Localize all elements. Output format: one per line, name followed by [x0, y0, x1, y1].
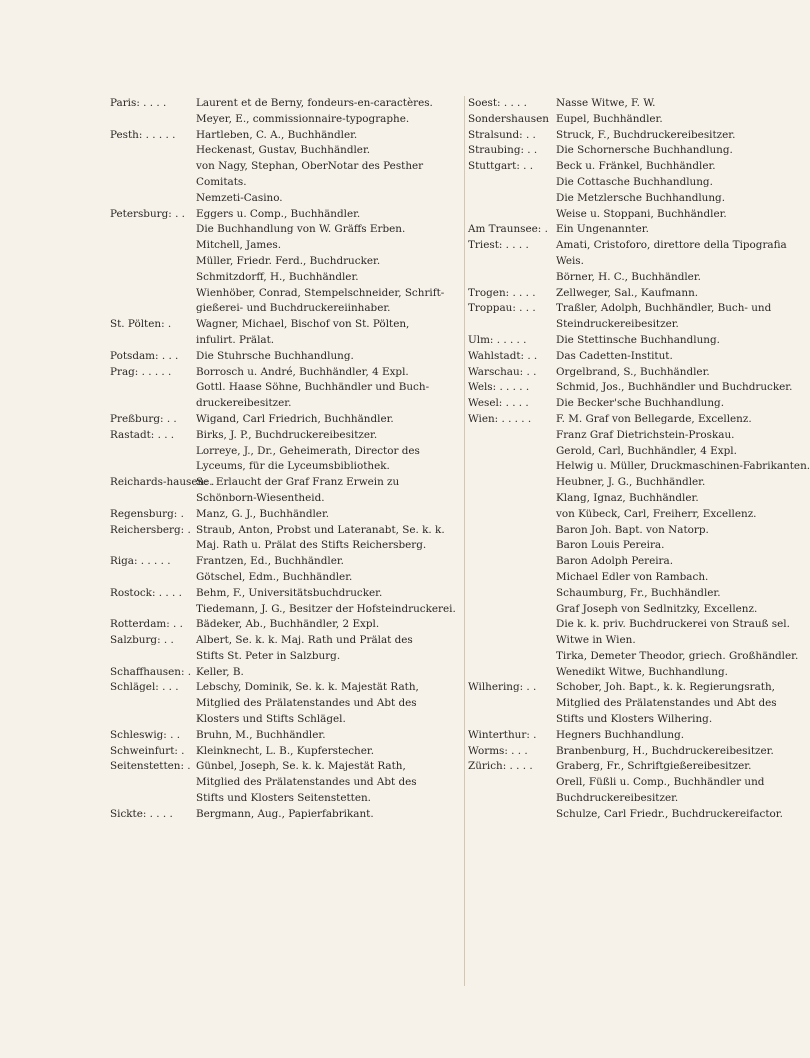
- subscriber-entry: [110, 586, 462, 618]
- subscriber-line: Nasse Witwe, F. W.: [556, 97, 656, 109]
- place-name: Stralsund: . .: [468, 128, 536, 141]
- place-name: Seitenstetten: .: [110, 760, 191, 773]
- subscriber-entry: [468, 96, 758, 112]
- subscriber-lines: [556, 112, 758, 128]
- subscriber-line: Schönborn-Wiesentheid.: [196, 491, 325, 504]
- left-column: [110, 96, 462, 823]
- subscriber-line: Mitchell, James.: [196, 239, 282, 252]
- subscriber-entry: [468, 365, 758, 381]
- subscriber-line: Weise u. Stoppani, Buchhändler.: [556, 207, 727, 220]
- subscriber-line: Klosters und Stifts Schlägel.: [196, 713, 346, 726]
- subscriber-line: Wagner, Michael, Bischof von St. Pölten,: [196, 318, 410, 331]
- right-column: [468, 96, 810, 823]
- subscriber-line: Birks, J. P., Buchdruckereibesitzer.: [196, 428, 378, 441]
- place-name: Schweinfurt: .: [110, 744, 185, 757]
- subscriber-lines: [196, 365, 462, 412]
- subscriber-lines: [196, 475, 462, 507]
- subscriber-line: Comitats.: [196, 175, 247, 188]
- subscriber-line: Stifts und Klosters Seitenstetten.: [196, 792, 371, 805]
- subscriber-lines: [556, 365, 758, 381]
- subscriber-line: Lorreye, J., Dr., Geheimerath, Director des: [196, 444, 420, 457]
- subscriber-lines: [196, 680, 462, 727]
- subscriber-entry: [110, 207, 462, 318]
- subscriber-entry: [468, 222, 758, 238]
- subscriber-line: Baron Louis Pereira.: [556, 539, 665, 552]
- subscriber-line: Bruhn, M., Buchhändler.: [196, 728, 326, 741]
- subscriber-lines: [556, 128, 758, 144]
- place-name: Winterthur: .: [468, 728, 537, 741]
- subscriber-entry: [110, 96, 462, 128]
- place-name: Rotterdam: . .: [110, 618, 183, 631]
- subscriber-line: Müller, Friedr. Ferd., Buchdrucker.: [196, 254, 381, 267]
- subscriber-entry: [468, 728, 758, 744]
- subscriber-line: Die Schornersche Buchhandlung.: [556, 144, 733, 157]
- place-name: Ulm: . . . . .: [468, 333, 527, 346]
- subscriber-entry: [110, 428, 462, 475]
- subscriber-line: Schulze, Carl Friedr., Buchdruckereifactor.: [556, 807, 783, 820]
- subscriber-line: Schmid, Jos., Buchhändler und Buchdrucker.: [556, 381, 793, 394]
- subscriber-line: Borrosch u. André, Buchhändler, 4 Expl.: [196, 365, 409, 378]
- subscriber-line: Die Becker'sche Buchhandlung.: [556, 397, 725, 410]
- subscriber-entry: [468, 349, 758, 365]
- subscriber-entry: [468, 238, 787, 285]
- subscriber-line: von Nagy, Stephan, OberNotar des Pesther: [196, 160, 424, 173]
- subscriber-lines: [196, 728, 462, 744]
- subscriber-line: Lyceums, für die Lyceumsbibliothek.: [196, 460, 390, 473]
- subscriber-entry: [110, 507, 462, 523]
- subscriber-lines: [556, 222, 758, 238]
- subscriber-lines: [196, 759, 462, 806]
- subscriber-entry: [468, 680, 777, 727]
- place-name: Rostock: . . . .: [110, 586, 182, 599]
- subscriber-line: Nemzeti-Casino.: [196, 191, 283, 204]
- subscriber-line: Helwig u. Müller, Druckmaschinen-Fabrikanten.: [556, 460, 810, 473]
- subscriber-entry: [110, 744, 462, 760]
- place-name: Pesth: . . . . .: [110, 128, 176, 141]
- subscriber-line: Baron Adolph Pereira.: [556, 555, 674, 568]
- subscriber-entry: [110, 665, 462, 681]
- place-name: Schleswig: . .: [110, 728, 181, 741]
- subscriber-line: Witwe in Wien.: [556, 634, 636, 647]
- subscriber-line: Traßler, Adolph, Buchhändler, Buch- und: [556, 302, 772, 315]
- place-name: Rastadt: . . .: [110, 428, 175, 441]
- subscriber-line: Orgelbrand, S., Buchhändler.: [556, 365, 710, 378]
- place-name: Reichards-hausen: .: [110, 476, 215, 489]
- subscriber-lines: [556, 349, 758, 365]
- subscriber-lines: [556, 143, 758, 159]
- subscriber-lines: [556, 286, 758, 302]
- subscriber-line: Eupel, Buchhändler.: [556, 112, 663, 125]
- subscriber-line: Mitglied des Prälatenstandes und Abt des: [196, 697, 417, 710]
- subscriber-lines: [556, 301, 772, 333]
- place-name: Straubing: . .: [468, 144, 538, 157]
- place-name: Paris: . . . .: [110, 97, 167, 109]
- subscriber-line: Heubner, J. G., Buchhändler.: [556, 476, 706, 489]
- place-name: Triest: . . . .: [468, 239, 529, 252]
- subscriber-line: Se. Erlaucht der Graf Franz Erwein zu: [196, 476, 400, 489]
- subscriber-line: Götschel, Edm., Buchhändler.: [196, 570, 353, 583]
- subscriber-line: Bergmann, Aug., Papierfabrikant.: [196, 807, 374, 820]
- subscriber-line: Laurent et de Berny, fondeurs-en-caractères.: [196, 97, 433, 109]
- subscriber-line: Maj. Rath u. Prälat des Stifts Reichersberg.: [196, 539, 427, 552]
- subscriber-entry: [110, 633, 462, 665]
- subscriber-line: Mitglied des Prälatenstandes und Abt des: [556, 697, 777, 710]
- subscriber-entry: [110, 617, 462, 633]
- subscriber-line: Stifts St. Peter in Salzburg.: [196, 649, 341, 662]
- subscriber-line: Frantzen, Ed., Buchhändler.: [196, 555, 344, 568]
- place-name: Warschau: . .: [468, 365, 537, 378]
- subscriber-line: Hegners Buchhandlung.: [556, 728, 685, 741]
- subscriber-lines: [556, 333, 758, 349]
- subscriber-entry: [110, 680, 462, 727]
- place-name: Soest: . . . .: [468, 97, 527, 109]
- subscriber-line: Schmitzdorff, H., Buchhändler.: [196, 270, 359, 283]
- subscriber-entry: [468, 759, 783, 822]
- subscriber-lines: [196, 207, 462, 318]
- subscriber-lines: [196, 128, 462, 207]
- subscriber-line: Klang, Ignaz, Buchhändler.: [556, 491, 699, 504]
- place-name: Reichersberg: .: [110, 523, 191, 536]
- subscriber-line: Zellweger, Sal., Kaufmann.: [556, 286, 699, 299]
- subscriber-line: Ein Ungenannter.: [556, 223, 649, 236]
- subscriber-line: Beck u. Fränkel, Buchhändler.: [556, 160, 716, 173]
- subscriber-lines: [196, 807, 462, 823]
- subscriber-line: Schober, Joh. Bapt., k. k. Regierungsrath,: [556, 681, 775, 694]
- subscriber-entry: [468, 143, 758, 159]
- subscriber-lines: [556, 728, 758, 744]
- place-name: Trogen: . . . .: [468, 286, 536, 299]
- subscriber-line: Behm, F., Universitätsbuchdrucker.: [196, 586, 383, 599]
- subscriber-entry: [468, 128, 758, 144]
- subscriber-entry: [468, 112, 758, 128]
- place-name: Regensburg: .: [110, 507, 184, 520]
- subscriber-line: Die Stettinsche Buchhandlung.: [556, 333, 720, 346]
- subscriber-entry: [468, 301, 772, 333]
- subscriber-lines: [556, 96, 758, 112]
- subscriber-line: Meyer, E., commissionnaire-typographe.: [196, 112, 410, 125]
- subscriber-entry: [110, 759, 462, 806]
- place-name: Wesel: . . . .: [468, 397, 529, 410]
- subscriber-line: Weis.: [556, 254, 584, 267]
- subscriber-line: Buchdruckereibesitzer.: [556, 792, 679, 805]
- subscriber-entry: [110, 317, 462, 349]
- place-name: Petersburg: . .: [110, 207, 185, 220]
- subscriber-lines: [196, 665, 462, 681]
- subscriber-line: Gerold, Carl, Buchhändler, 4 Expl.: [556, 444, 737, 457]
- subscriber-lines: [556, 380, 793, 396]
- place-name: Sondershausen: [468, 112, 549, 125]
- subscriber-entry: [110, 475, 462, 507]
- subscriber-entry: [110, 412, 462, 428]
- subscriber-lines: [196, 507, 462, 523]
- subscriber-line: Eggers u. Comp., Buchhändler.: [196, 207, 361, 220]
- subscriber-line: Die Stuhrsche Buchhandlung.: [196, 349, 354, 362]
- subscriber-line: gießerei- und Buchdruckereiinhaber.: [196, 302, 391, 315]
- subscriber-entry: [468, 412, 810, 681]
- subscriber-line: F. M. Graf von Bellegarde, Excellenz.: [556, 412, 752, 425]
- subscriber-lines: [556, 159, 758, 222]
- subscriber-entry: [468, 286, 758, 302]
- place-name: Wels: . . . . .: [468, 381, 530, 394]
- subscriber-entry: [468, 744, 774, 760]
- place-name: Riga: . . . . .: [110, 555, 171, 568]
- place-name: Schaffhausen: .: [110, 665, 192, 678]
- place-name: Wien: . . . . .: [468, 412, 532, 425]
- place-name: Salzburg: . .: [110, 634, 174, 647]
- subscriber-line: Tirka, Demeter Theodor, griech. Großhändler.: [556, 649, 799, 662]
- subscriber-line: Heckenast, Gustav, Buchhändler.: [196, 144, 371, 157]
- subscriber-line: Branbenburg, H., Buchdruckereibesitzer.: [556, 744, 774, 757]
- place-name: Sickte: . . . .: [110, 807, 173, 820]
- subscriber-line: Tiedemann, J. G., Besitzer der Hofsteindruckerei.: [196, 602, 456, 615]
- subscriber-line: Mitglied des Prälatenstandes und Abt des: [196, 776, 417, 789]
- subscriber-entry: [110, 554, 462, 586]
- subscriber-line: Steindruckereibesitzer.: [556, 318, 679, 331]
- subscriber-lines: [196, 633, 462, 665]
- column-divider: [464, 96, 465, 986]
- subscriber-line: Franz Graf Dietrichstein-Proskau.: [556, 428, 735, 441]
- place-name: St. Pölten: .: [110, 318, 172, 331]
- place-name: Worms: . . .: [468, 744, 528, 757]
- subscriber-line: Graf Joseph von Sedlnitzky, Excellenz.: [556, 602, 758, 615]
- subscriber-entry: [110, 523, 462, 555]
- subscriber-line: Wenedikt Witwe, Buchhandlung.: [556, 665, 728, 678]
- subscriber-line: Das Cadetten-Institut.: [556, 349, 673, 362]
- place-name: Wilhering: . .: [468, 681, 537, 694]
- place-name: Schlägel: . . .: [110, 681, 179, 694]
- subscriber-entry: [468, 333, 758, 349]
- subscriber-line: druckereibesitzer.: [196, 397, 292, 410]
- place-name: Zürich: . . . .: [468, 760, 533, 773]
- subscriber-lines: [556, 680, 777, 727]
- subscriber-line: Börner, H. C., Buchhändler.: [556, 270, 701, 283]
- subscriber-line: Kleinknecht, L. B., Kupferstecher.: [196, 744, 375, 757]
- subscriber-line: Albert, Se. k. k. Maj. Rath und Prälat des: [196, 634, 413, 647]
- subscriber-line: Wienhöber, Conrad, Stempelschneider, Schrift-: [196, 286, 445, 299]
- subscriber-lines: [196, 523, 462, 555]
- subscriber-entry: [468, 396, 758, 412]
- subscriber-entry: [110, 349, 462, 365]
- subscriber-entry: [468, 380, 793, 396]
- subscriber-lines: [196, 317, 462, 349]
- subscriber-lines: [196, 617, 462, 633]
- subscriber-line: Hartleben, C. A., Buchhändler.: [196, 128, 358, 141]
- place-name: Prag: . . . . .: [110, 365, 172, 378]
- subscriber-line: Keller, B.: [196, 665, 244, 678]
- subscriber-lines: [556, 396, 758, 412]
- subscriber-line: Baron Joh. Bapt. von Natorp.: [556, 523, 709, 536]
- place-name: Troppau: . . .: [468, 302, 536, 315]
- subscriber-line: Lebschy, Dominik, Se. k. k. Majestät Rath,: [196, 681, 419, 694]
- subscriber-entry: [468, 159, 758, 222]
- subscriber-lines: [196, 412, 462, 428]
- subscriber-entry: [110, 728, 462, 744]
- subscriber-line: Gottl. Haase Söhne, Buchhändler und Buch-: [196, 381, 430, 394]
- subscriber-lines: [196, 428, 462, 475]
- subscriber-line: Die Metzlersche Buchhandlung.: [556, 191, 726, 204]
- subscriber-lines: [196, 96, 462, 128]
- place-name: Stuttgart: . .: [468, 160, 534, 173]
- subscriber-line: infulirt. Prälat.: [196, 333, 275, 346]
- subscriber-line: Wigand, Carl Friedrich, Buchhändler.: [196, 412, 394, 425]
- subscriber-line: Bädeker, Ab., Buchhändler, 2 Expl.: [196, 618, 380, 631]
- subscriber-line: Günbel, Joseph, Se. k. k. Majestät Rath,: [196, 760, 406, 773]
- subscriber-line: Michael Edler von Rambach.: [556, 570, 709, 583]
- subscriber-line: Amati, Cristoforo, direttore della Tipografia: [556, 239, 787, 252]
- subscriber-line: Struck, F., Buchdruckereibesitzer.: [556, 128, 736, 141]
- subscriber-lines: [556, 744, 774, 760]
- subscriber-lines: [196, 744, 462, 760]
- subscriber-line: Die Cottasche Buchhandlung.: [556, 175, 713, 188]
- subscriber-line: Schaumburg, Fr., Buchhändler.: [556, 586, 721, 599]
- subscriber-lines: [196, 586, 462, 618]
- subscriber-lines: [556, 238, 787, 285]
- subscriber-entry: [110, 365, 462, 412]
- subscriber-lines: [556, 412, 810, 681]
- place-name: Wahlstadt: . .: [468, 349, 538, 362]
- subscriber-entry: [110, 807, 462, 823]
- subscriber-lines: [196, 554, 462, 586]
- place-name: Am Traunsee: .: [468, 223, 548, 236]
- subscriber-line: Stifts und Klosters Wilhering.: [556, 713, 713, 726]
- subscriber-line: Straub, Anton, Probst und Lateranabt, Se. k. k.: [196, 523, 445, 536]
- place-name: Preßburg: . .: [110, 412, 177, 425]
- subscriber-line: Graberg, Fr., Schriftgießereibesitzer.: [556, 760, 752, 773]
- subscriber-lines: [556, 759, 783, 822]
- subscriber-line: von Kübeck, Carl, Freiherr, Excellenz.: [556, 507, 757, 520]
- subscriber-line: Die k. k. priv. Buchdruckerei von Strauß sel.: [556, 618, 790, 631]
- subscriber-entry: [110, 128, 462, 207]
- place-name: Potsdam: . . .: [110, 349, 179, 362]
- subscriber-line: Die Buchhandlung von W. Gräffs Erben.: [196, 223, 406, 236]
- subscriber-line: Orell, Füßli u. Comp., Buchhändler und: [556, 776, 765, 789]
- subscriber-lines: [196, 349, 462, 365]
- subscriber-line: Manz, G. J., Buchhändler.: [196, 507, 330, 520]
